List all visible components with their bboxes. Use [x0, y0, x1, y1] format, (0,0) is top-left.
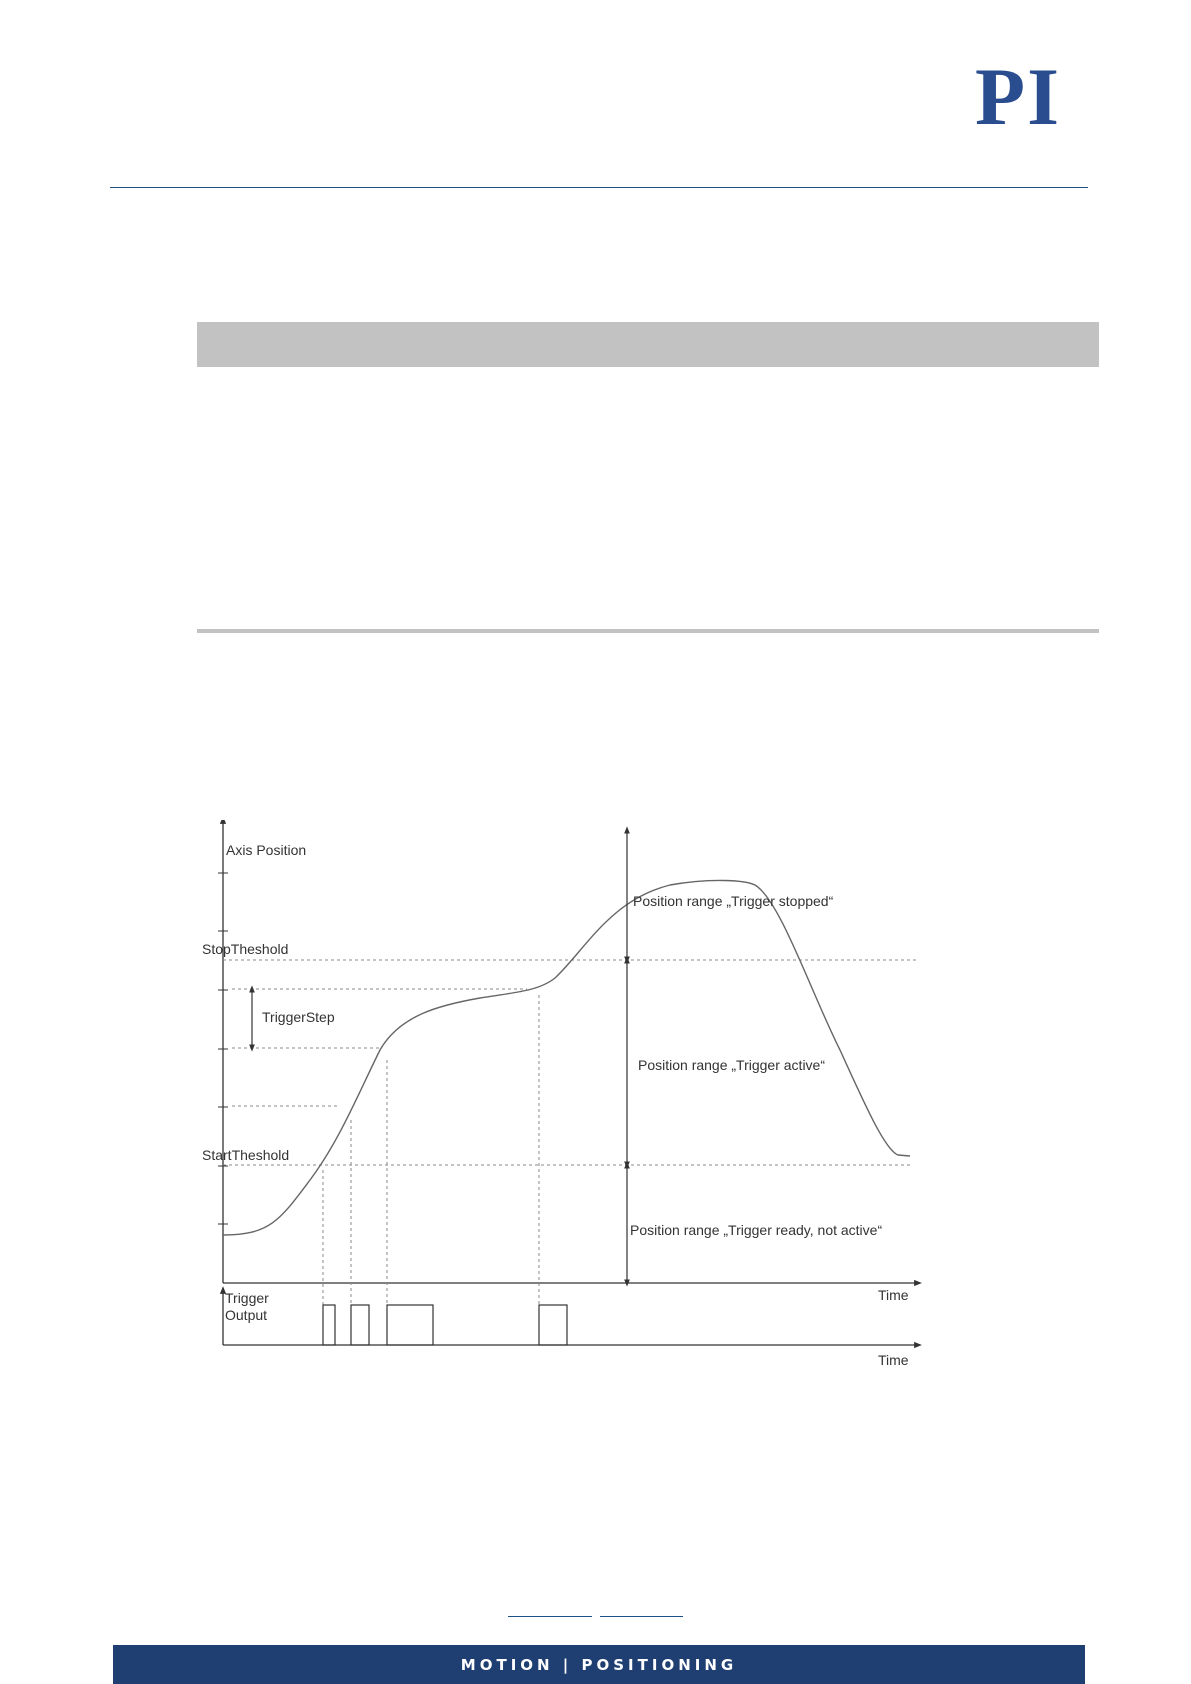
footer-links[interactable]	[508, 1616, 683, 1619]
stop-threshold-label: StopTheshold	[202, 941, 289, 957]
range-active-label: Position range „Trigger active“	[638, 1057, 826, 1073]
header-rule	[110, 187, 1088, 188]
footer-bar	[113, 1645, 1085, 1684]
trigger-output-label-line1: Trigger	[225, 1290, 269, 1306]
x-axis-label-top: Time	[878, 1287, 909, 1303]
trigger-diagram	[190, 820, 930, 1380]
table-header-band	[197, 322, 1099, 367]
range-ready-label: Position range „Trigger ready, not active“	[630, 1222, 883, 1238]
trigger-step-label: TriggerStep	[262, 1009, 335, 1025]
trigger-pulses	[323, 1305, 567, 1345]
x-axis-label-bottom: Time	[878, 1352, 909, 1368]
pi-logo: PI	[975, 51, 1061, 142]
range-stopped-label: Position range „Trigger stopped“	[633, 893, 834, 909]
trigger-output-label-line2: Output	[225, 1307, 268, 1323]
footer-tagline: MOTION | POSITIONING	[460, 1655, 738, 1674]
start-threshold-label: StartTheshold	[202, 1147, 290, 1163]
y-axis-label: Axis Position	[226, 842, 307, 858]
table-bottom-rule	[197, 629, 1099, 633]
footer-link-2[interactable]	[600, 1616, 683, 1617]
footer-link-1[interactable]	[508, 1616, 592, 1617]
